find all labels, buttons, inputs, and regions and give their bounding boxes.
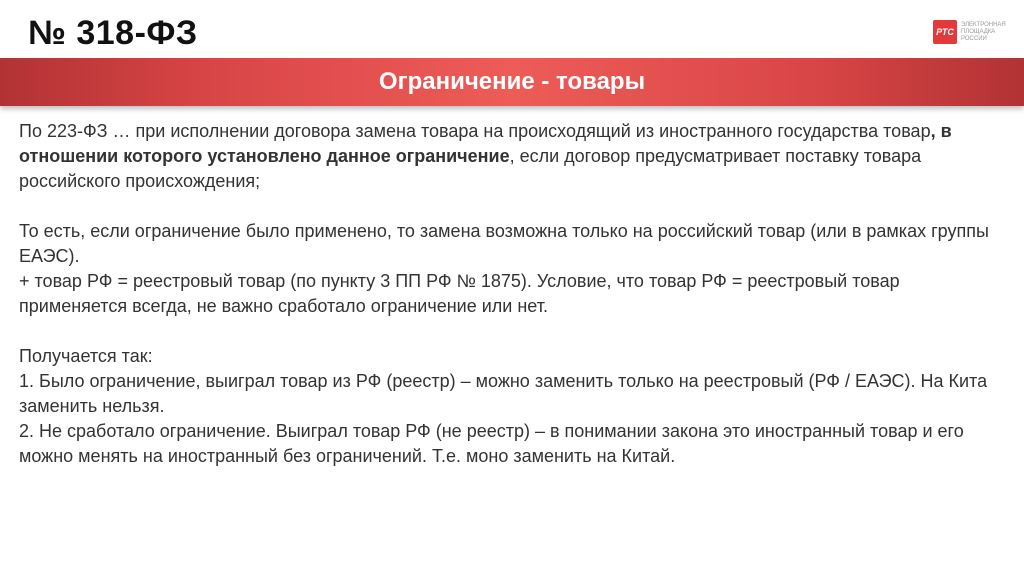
rts-logo-icon: РТС [933,20,957,44]
paragraph-registry-note: + товар РФ = реестровый товар (по пункту 3 ПП РФ № 1875). Условие, что товар РФ = реестровый товар применяется всегда, не важно сработало ограничение или нет. [19,271,900,316]
paragraph-223fz-text-start: По 223-ФЗ … при исполнении договора замена товара на происходящий из иностранного государства товар [19,121,931,141]
slide-content [19,119,1009,469]
paragraph-case-2: 2. Не сработало ограничение. Выиграл товар РФ (не реестр) – в понимании закона это иностранный товар и его можно менять на иностранный без ограничений. Т.е. моно заменить на Китай. [19,421,964,466]
slide-title: № 318-ФЗ [28,14,198,52]
paragraph-223fz [19,119,1009,194]
spacer [19,194,1009,219]
paragraph-explanation: То есть, если ограничение было применено, то замена возможна только на российский товар (или в рамках группы ЕАЭС). [19,221,989,266]
spacer [19,319,1009,344]
rts-logo-text: ЭЛЕКТРОННАЯ ПЛОЩАДКА РОССИИ [961,21,1006,42]
banner-title: Ограничение - товары [378,68,646,95]
paragraph-case-1: 1. Было ограничение, выиграл товар из РФ (реестр) – можно заменить только на реестровый (РФ / ЕАЭС). На Кита заменить нельзя. [19,371,988,416]
section-banner [0,58,1024,106]
paragraph-223fz-bold: , в отношении которого установлено данное ограничение [19,121,952,166]
paragraph-summary-intro: Получается так: [19,346,153,366]
paragraph-223fz-text-end: , если договор предусматривает поставку товара российского происхождения; [19,146,922,191]
rts-logo [933,20,1013,44]
